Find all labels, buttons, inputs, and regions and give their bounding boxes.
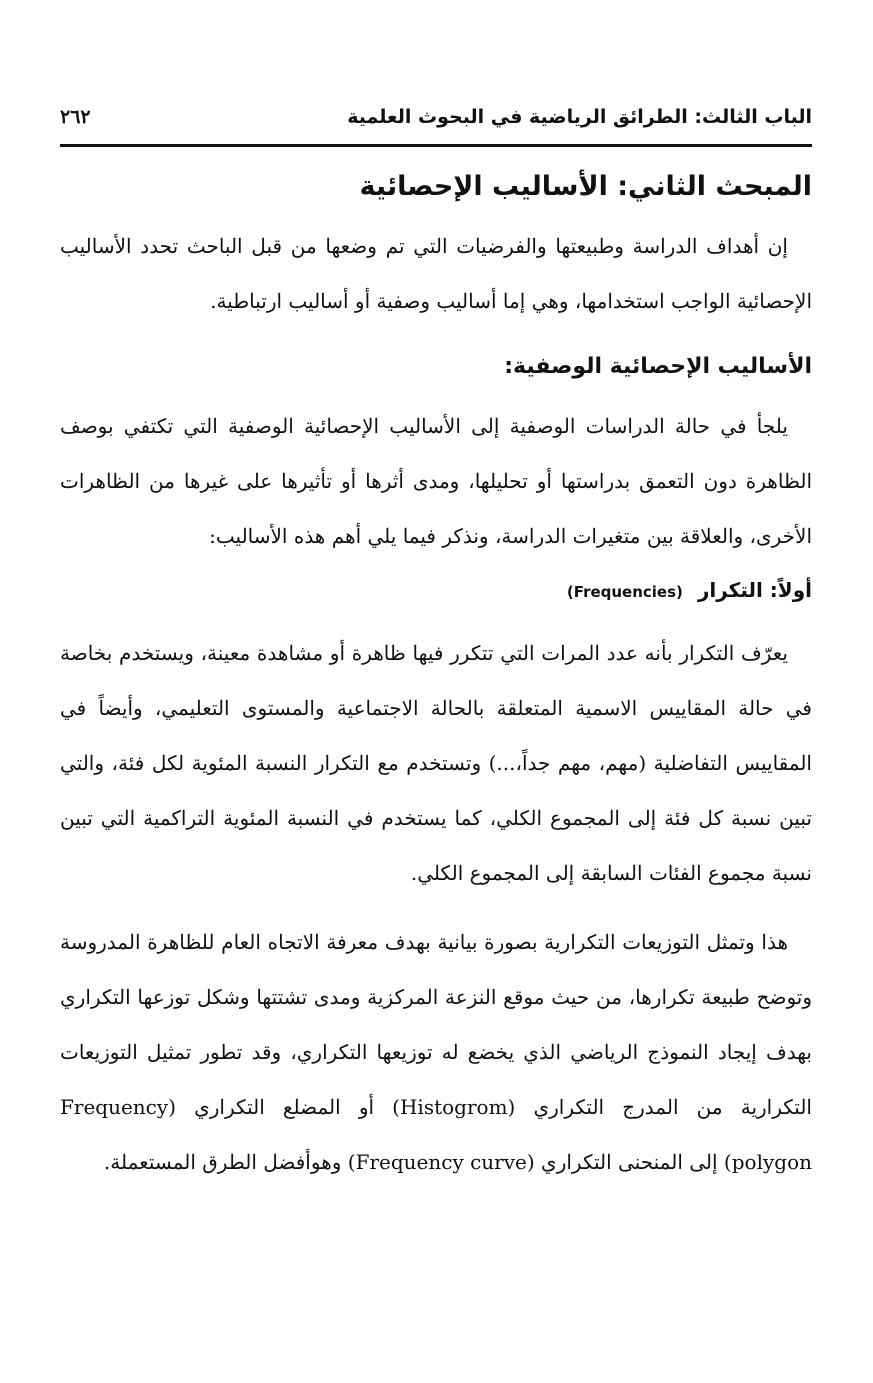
histogram-paragraph: هذا وتمثل التوزيعات التكرارية بصورة بيانية بهدف معرفة الاتجاه العام للظاهرة المدروسة وتوضح طبيعة تكرارها، من حيث موقع النزعة المركزية ومدى تشتتها وشكل توزعها التكراري بهدف إيجاد النموذج الرياضي الذي يخضع له توزيعها التكراري، وقد تطور تمثيل التوزيعات التكرارية من المدرج التكراري (Histogrom) أو المضلع التكراري (Frequency polygon) إلى المنحنى التكراري (Frequency curve) وهوأفضل الطرق المستعملة.: [60, 930, 812, 1174]
chapter-title: الباب الثالث: الطرائق الرياضية في البحوث العلمية: [347, 106, 812, 128]
running-header: [60, 100, 812, 147]
intro-paragraph: إن أهداف الدراسة وطبيعتها والفرضيات التي تم وضعها من قبل الباحث تحدد الأساليب الإحصائية الواجب استخدامها، وهي إما أساليب وصفية أو أساليب ارتباطية.: [60, 234, 812, 313]
descriptive-methods-paragraph: يلجأ في حالة الدراسات الوصفية إلى الأساليب الإحصائية الوصفية التي تكتفي بوصف الظاهرة دون التعمق بدراستها أو تحليلها، ومدى أثرها أو تأثيرها على غيرها من الظاهرات الأخرى، والعلاقة بين متغيرات الدراسة، ونذكر فيما يلي أهم هذه الأساليب:: [60, 414, 812, 548]
frequencies-heading-en: (Frequencies): [566, 583, 683, 601]
frequencies-paragraph: يعرّف التكرار بأنه عدد المرات التي تتكرر فيها ظاهرة أو مشاهدة معينة، ويستخدم بخاصة في حالة المقاييس الاسمية المتعلقة بالحالة الاجتماعية والمستوى التعليمي، وأيضاً في المقاييس التفاضلية (مهم، مهم جداً،...) وتستخدم مع التكرار النسبة المئوية لكل فئة، والتي تبين نسبة كل فئة إلى المجموع الكلي، كما يستخدم في النسبة المئوية التراكمية التي تبين نسبة مجموع الفئات السابقة إلى المجموع الكلي.: [60, 641, 812, 885]
descriptive-methods-heading: الأساليب الإحصائية الوصفية:: [504, 354, 812, 379]
page-number: ٢٦٢: [60, 106, 91, 128]
section-title: المبحث الثاني: الأساليب الإحصائية: [359, 171, 812, 202]
frequencies-heading: [60, 570, 812, 612]
frequencies-heading-ar: أولاً: التكرار: [697, 578, 812, 602]
book-page: [60, 100, 812, 1190]
